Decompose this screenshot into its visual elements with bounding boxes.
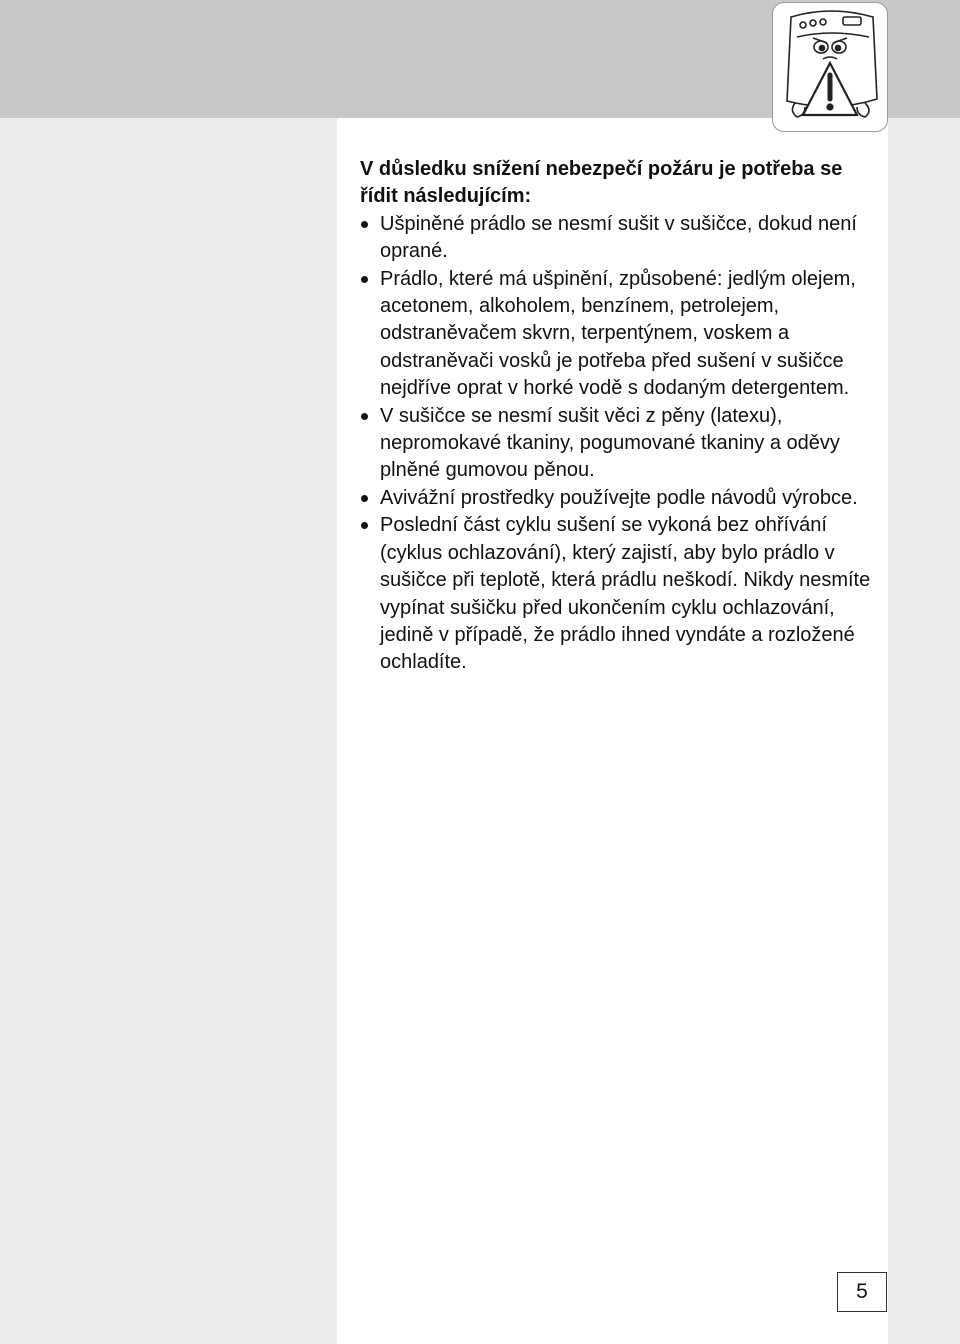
- list-item: V sušičce se nesmí sušit věci z pěny (latexu), nepromokavé tkaniny, pogumované tkaniny a oděvy plněné gumovou pěnou.: [360, 403, 885, 485]
- list-item: Ušpiněné prádlo se nesmí sušit v sušičce, dokud není oprané.: [360, 211, 885, 266]
- safety-instructions: [360, 156, 885, 677]
- left-margin-panel: [0, 118, 337, 1344]
- list-item: Poslední část cyklu sušení se vykoná bez ohřívání (cyklus ochlazování), který zajistí, aby bylo prádlo v sušičce při teplotě, která prádlu neškodí. Nikdy nesmíte vypínat sušičku před ukončením cyklu ochlazování, jedině v případě, že prádlo ihned vyndáte a rozložené ochladíte.: [360, 512, 885, 676]
- instruction-list: [360, 211, 885, 677]
- warning-mascot-icon: [772, 2, 888, 132]
- right-margin-strip: [888, 118, 960, 1344]
- list-item: Avivážní prostředky používejte podle návodů výrobce.: [360, 485, 885, 512]
- section-heading: V důsledku snížení nebezpečí požáru je potřeba se řídit následujícím:: [360, 158, 843, 208]
- list-item: Prádlo, které má ušpinění, způsobené: jedlým olejem, acetonem, alkoholem, benzínem, petrolejem, odstraněvačem skvrn, terpentýnem, voskem a odstraněvači vosků je potřeba před sušení v sušičce nejdříve oprat v horké vodě s dodaným detergentem.: [360, 266, 885, 403]
- page-number: 5: [837, 1272, 887, 1312]
